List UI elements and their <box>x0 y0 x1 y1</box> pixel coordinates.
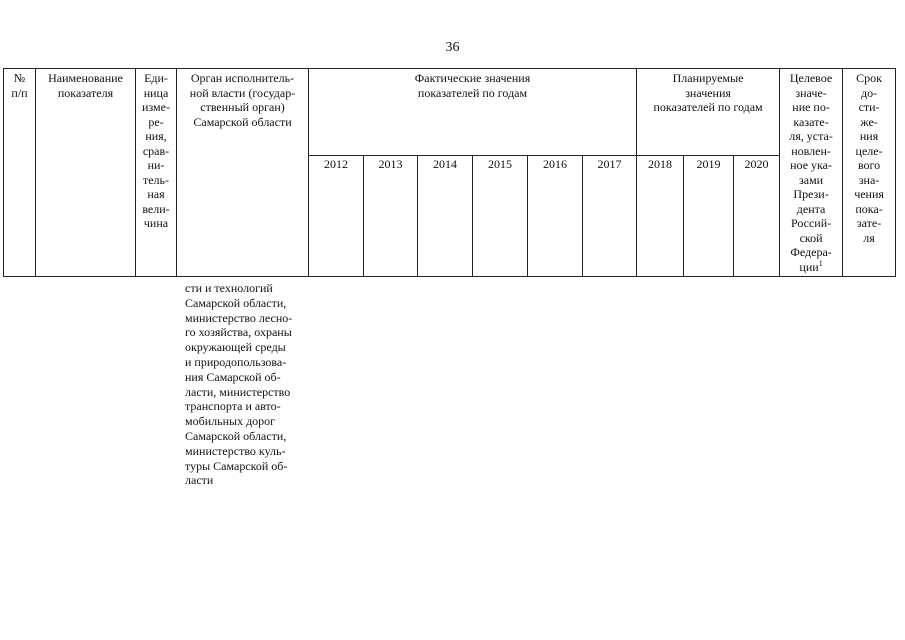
year-header: 2017 <box>583 156 637 277</box>
col-number-header: № п/п <box>4 69 36 277</box>
col-authority-header: Орган исполнитель- ной власти (государ- ственный орган) Самарской области <box>177 69 309 277</box>
footnote-marker: 1 <box>818 258 823 268</box>
year-header: 2020 <box>734 156 780 277</box>
col-name-header: Наименование показателя <box>36 69 136 277</box>
col-target-header <box>780 69 843 277</box>
col-target-header-text: Целевое значе- ние по- казате- ля, уста- новлен- ное ука- зами Прези- дента Россий- ской Федера- ции <box>789 71 833 274</box>
col-unit-header: Еди- ница изме- ре- ния, срав- ни- тель- ная вели- чина <box>136 69 177 277</box>
year-header: 2012 <box>309 156 364 277</box>
page-number: 36 <box>445 40 460 55</box>
year-header: 2016 <box>528 156 583 277</box>
planned-values-group-header: Планируемые значения показателей по годам <box>637 69 780 156</box>
actual-values-group-header: Фактические значения показателей по годам <box>309 69 637 156</box>
year-header: 2019 <box>684 156 734 277</box>
year-header: 2015 <box>473 156 528 277</box>
authority-continuation-text: сти и технологий Самарской области, министерство лесно- го хозяйства, охраны окружающей среды и природопользова- ния Самарской об- ласти, министерство транспорта и авто- мобильных дорог Самарской области, министерство куль- туры Самарской об- ласти <box>185 281 293 488</box>
year-header: 2014 <box>418 156 473 277</box>
col-deadline-header: Срок до- сти- же- ния целе- вого зна- чения пока- зате- ля <box>843 69 896 277</box>
year-header: 2018 <box>637 156 684 277</box>
indicator-table-header <box>3 68 896 277</box>
year-header: 2013 <box>364 156 418 277</box>
